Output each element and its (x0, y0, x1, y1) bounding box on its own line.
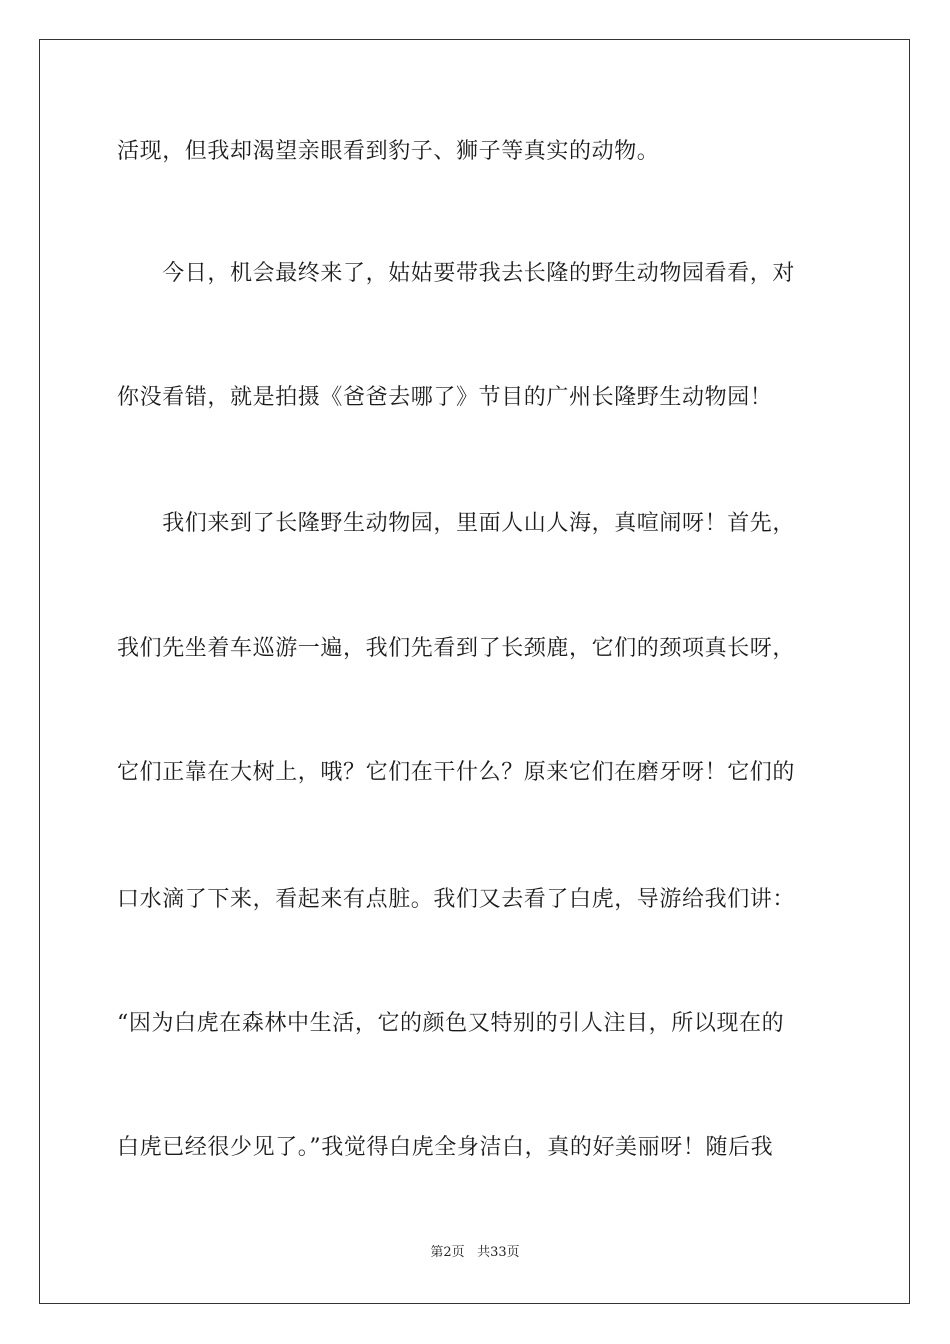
page-footer (0, 1244, 950, 1262)
text-line: 我们先坐着车巡游一遍，我们先看到了长颈鹿，它们的颈项真长呀， (117, 636, 796, 661)
text-line: 白虎已经很少见了。”我觉得白虎全身洁白，真的好美丽呀！随后我 (117, 1135, 774, 1160)
text-line: 它们正靠在大树上，哦？它们在干什么？原来它们在磨牙呀！它们的 (117, 760, 796, 785)
text-line: 活现，但我却渴望亲眼看到豹子、狮子等真实的动物。 (117, 139, 660, 164)
text-line: 今日，机会最终来了，姑姑要带我去长隆的野生动物园看看，对 (117, 261, 796, 286)
page-total: 共33页 (477, 1245, 520, 1260)
page-frame (39, 39, 910, 1304)
text-line: 口水滴了下来，看起来有点脏。我们又去看了白虎，导游给我们讲： (117, 887, 796, 912)
text-line: 我们来到了长隆野生动物园，里面人山人海，真喧闹呀！首先， (117, 511, 796, 536)
page-number: 第2页 (430, 1245, 465, 1260)
text-line: 你没看错，就是拍摄《爸爸去哪了》节目的广州长隆野生动物园！ (117, 385, 773, 410)
text-line: “因为白虎在森林中生活，它的颜色又特别的引人注目，所以现在的 (117, 1011, 785, 1036)
